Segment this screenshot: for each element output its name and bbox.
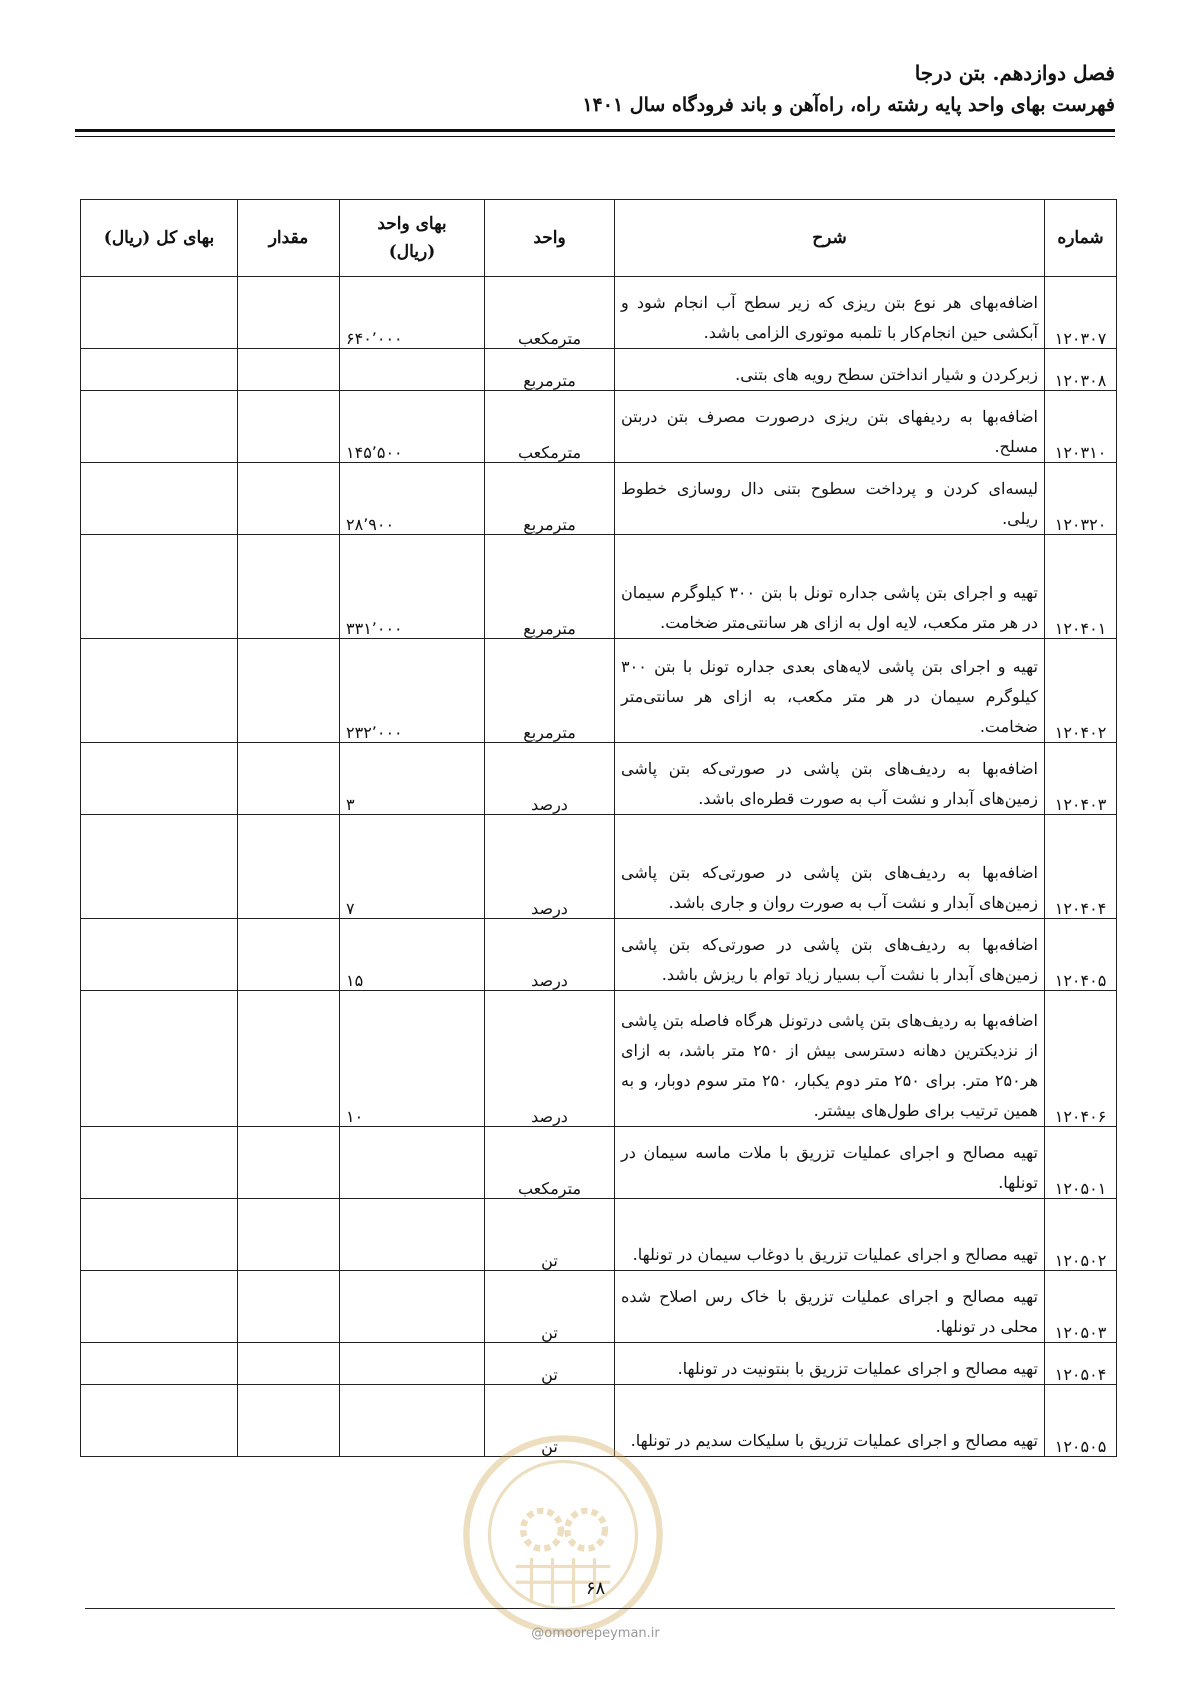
- column-unit-price-label: بهای واحد: [377, 214, 447, 234]
- column-description: شرح: [615, 200, 1045, 277]
- row-description: تهیه مصالح و اجرای عملیات تزریق با ملات ماسه سیمان در تونلها.: [615, 1127, 1045, 1199]
- row-unit-price: ۱۴۵٬۵۰۰: [340, 391, 485, 463]
- column-unit-price: [340, 200, 485, 277]
- table-row: [81, 1199, 1117, 1271]
- row-number: ۱۲۰۵۰۵: [1045, 1385, 1117, 1457]
- table-row: [81, 815, 1117, 919]
- row-number: ۱۲۰۴۰۵: [1045, 919, 1117, 991]
- table-row: [81, 277, 1117, 349]
- footer-rule: [85, 1608, 1115, 1609]
- row-description: اضافه‌بها به ردیف‌های بتن پاشی در صورتی‌که بتن پاشی زمین‌های آبدار و نشت آب به صورت روان و جاری باشد.: [615, 815, 1045, 919]
- table-header-row: [81, 200, 1117, 277]
- row-total-price: [81, 1343, 238, 1385]
- row-total-price: [81, 1127, 238, 1199]
- page-number: ۶۸: [585, 1578, 606, 1599]
- row-description: اضافه‌بها به ردیف‌های بتن پاشی در صورتی‌که بتن پاشی زمین‌های آبدار و نشت آب به صورت قطره‌ای باشد.: [615, 743, 1045, 815]
- row-number: ۱۲۰۴۰۳: [1045, 743, 1117, 815]
- row-unit-price: ۳: [340, 743, 485, 815]
- row-unit-price: ۳۳۱٬۰۰۰: [340, 535, 485, 639]
- table-body: [81, 277, 1117, 1457]
- row-number: ۱۲۰۴۰۴: [1045, 815, 1117, 919]
- row-unit-price: ۱۵: [340, 919, 485, 991]
- row-quantity: [238, 1199, 340, 1271]
- table-row: [81, 535, 1117, 639]
- row-total-price: [81, 639, 238, 743]
- row-number: ۱۲۰۳۰۷: [1045, 277, 1117, 349]
- row-total-price: [81, 463, 238, 535]
- row-description: تهیه مصالح و اجرای عملیات تزریق با دوغاب سیمان در تونلها.: [615, 1199, 1045, 1271]
- row-unit: تن: [485, 1385, 615, 1457]
- row-quantity: [238, 919, 340, 991]
- row-description: زبرکردن و شیار انداختن سطح رویه های بتنی.: [615, 349, 1045, 391]
- row-total-price: [81, 1199, 238, 1271]
- table-row: [81, 991, 1117, 1127]
- row-quantity: [238, 1271, 340, 1343]
- table-row: [81, 639, 1117, 743]
- column-unit-price-currency: (ریال): [388, 242, 436, 262]
- row-total-price: [81, 1271, 238, 1343]
- row-quantity: [238, 1127, 340, 1199]
- row-unit-price: ۲۸٬۹۰۰: [340, 463, 485, 535]
- row-number: ۱۲۰۵۰۱: [1045, 1127, 1117, 1199]
- row-number: ۱۲۰۴۰۶: [1045, 991, 1117, 1127]
- row-unit: درصد: [485, 919, 615, 991]
- row-description: تهیه مصالح و اجرای عملیات تزریق با سلیکات سدیم در تونلها.: [615, 1385, 1045, 1457]
- row-unit: تن: [485, 1343, 615, 1385]
- row-total-price: [81, 743, 238, 815]
- row-number: ۱۲۰۵۰۴: [1045, 1343, 1117, 1385]
- row-quantity: [238, 1343, 340, 1385]
- row-number: ۱۲۰۳۱۰: [1045, 391, 1117, 463]
- row-number: ۱۲۰۳۲۰: [1045, 463, 1117, 535]
- row-number: ۱۲۰۳۰۸: [1045, 349, 1117, 391]
- table-row: [81, 1271, 1117, 1343]
- header-rule-thin: [75, 136, 1115, 137]
- column-total-price: بهای کل (ریال): [81, 200, 238, 277]
- table-row: [81, 1385, 1117, 1457]
- row-unit-price: ۶۴۰٬۰۰۰: [340, 277, 485, 349]
- row-quantity: [238, 535, 340, 639]
- row-description: تهیه و اجرای بتن پاشی جداره تونل با بتن ۳۰۰ کیلوگرم سیمان در هر متر مکعب، لایه اول به ازای هر سانتی‌متر ضخامت.: [615, 535, 1045, 639]
- row-quantity: [238, 277, 340, 349]
- row-unit-price: [340, 1199, 485, 1271]
- row-number: ۱۲۰۴۰۱: [1045, 535, 1117, 639]
- row-unit: درصد: [485, 743, 615, 815]
- row-description: لیسه‌ای کردن و پرداخت سطوح بتنی دال روسازی خطوط ریلی.: [615, 463, 1045, 535]
- row-description: تهیه مصالح و اجرای عملیات تزریق با خاک رس اصلاح شده محلی در تونلها.: [615, 1271, 1045, 1343]
- table-row: [81, 1127, 1117, 1199]
- row-description: اضافه‌بها به ردیف‌های بتن پاشی درتونل هرگاه فاصله بتن پاشی از نزدیکترین دهانه دسترسی بیش از ۲۵۰ متر باشد، به ازای هر۲۵۰ متر. برای ۲۵۰ متر دوم یکبار، ۲۵۰ متر سوم دوبار، و به همین ترتیب برای طول‌های بیشتر.: [615, 991, 1045, 1127]
- price-list-table: [80, 199, 1117, 1457]
- table-row: [81, 391, 1117, 463]
- row-total-price: [81, 815, 238, 919]
- table-row: [81, 349, 1117, 391]
- page-header: [75, 56, 1115, 120]
- row-quantity: [238, 743, 340, 815]
- row-total-price: [81, 991, 238, 1127]
- column-quantity: مقدار: [238, 200, 340, 277]
- row-total-price: [81, 535, 238, 639]
- row-number: ۱۲۰۴۰۲: [1045, 639, 1117, 743]
- chapter-title: فصل دوازدهم. بتن درجا: [914, 61, 1115, 85]
- column-number: شماره: [1045, 200, 1117, 277]
- row-unit-price: [340, 1127, 485, 1199]
- row-number: ۱۲۰۵۰۳: [1045, 1271, 1117, 1343]
- document-subtitle: فهرست بهای واحد پایه رشته راه، راه‌آهن و باند فرودگاه سال ۱۴۰۱: [582, 94, 1115, 116]
- row-unit: تن: [485, 1271, 615, 1343]
- row-unit: مترمربع: [485, 535, 615, 639]
- row-description: اضافه‌بها به ردیف‌های بتن پاشی در صورتی‌که بتن پاشی زمین‌های آبدار با نشت آب بسیار زیاد توام با ریزش باشد.: [615, 919, 1045, 991]
- row-unit-price: ۷: [340, 815, 485, 919]
- row-total-price: [81, 919, 238, 991]
- row-unit: مترمکعب: [485, 1127, 615, 1199]
- row-unit-price: [340, 1385, 485, 1457]
- row-description: اضافه‌بها به ردیفهای بتن ریزی درصورت مصرف بتن دربتن مسلح.: [615, 391, 1045, 463]
- table-row: [81, 463, 1117, 535]
- row-unit: تن: [485, 1199, 615, 1271]
- row-total-price: [81, 349, 238, 391]
- row-unit: درصد: [485, 991, 615, 1127]
- table-row: [81, 919, 1117, 991]
- column-unit: واحد: [485, 200, 615, 277]
- table-row: [81, 743, 1117, 815]
- row-description: تهیه مصالح و اجرای عملیات تزریق با بنتونیت در تونلها.: [615, 1343, 1045, 1385]
- row-unit: مترمربع: [485, 639, 615, 743]
- row-total-price: [81, 277, 238, 349]
- row-unit-price: [340, 1271, 485, 1343]
- row-unit-price: [340, 349, 485, 391]
- row-quantity: [238, 391, 340, 463]
- row-total-price: [81, 1385, 238, 1457]
- row-quantity: [238, 639, 340, 743]
- row-unit: مترمربع: [485, 349, 615, 391]
- row-unit: مترمکعب: [485, 391, 615, 463]
- row-description: اضافه‌بهای هر نوع بتن ریزی که زیر سطح آب انجام شود و آبکشی حین انجام‌کار با تلمبه موتوری الزامی باشد.: [615, 277, 1045, 349]
- row-quantity: [238, 349, 340, 391]
- row-quantity: [238, 815, 340, 919]
- website-watermark: @omoorepeyman.ir: [531, 1626, 660, 1641]
- row-description: تهیه و اجرای بتن پاشی لایه‌های بعدی جداره تونل با بتن ۳۰۰ کیلوگرم سیمان در هر متر مکعب، به ازای هر سانتی‌متر ضخامت.: [615, 639, 1045, 743]
- table-row: [81, 1343, 1117, 1385]
- row-unit: مترمکعب: [485, 277, 615, 349]
- row-unit-price: ۲۳۲٬۰۰۰: [340, 639, 485, 743]
- row-unit: مترمربع: [485, 463, 615, 535]
- row-unit-price: [340, 1343, 485, 1385]
- row-number: ۱۲۰۵۰۲: [1045, 1199, 1117, 1271]
- row-unit-price: ۱۰: [340, 991, 485, 1127]
- row-quantity: [238, 463, 340, 535]
- row-total-price: [81, 391, 238, 463]
- row-unit: درصد: [485, 815, 615, 919]
- header-rule-thick: [75, 129, 1115, 132]
- row-quantity: [238, 1385, 340, 1457]
- row-quantity: [238, 991, 340, 1127]
